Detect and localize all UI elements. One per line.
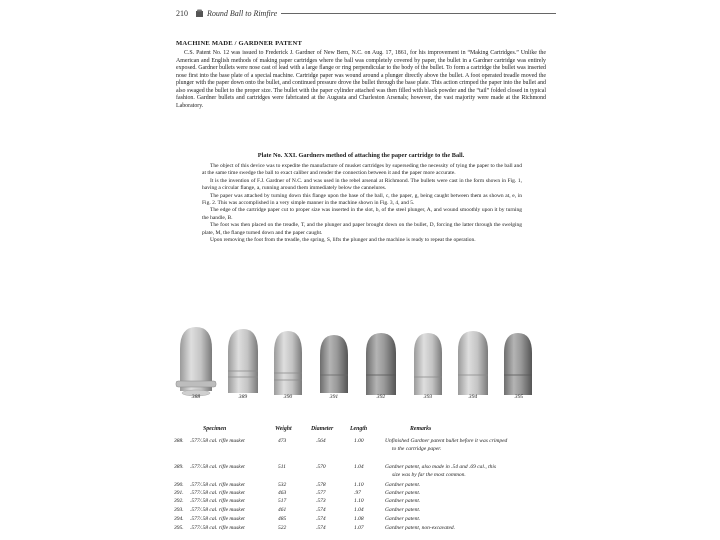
table-row xyxy=(0,507,720,516)
photo-label: 391 xyxy=(329,394,339,400)
photo-label: 392 xyxy=(376,394,386,400)
cell-diameter: .574 xyxy=(316,507,326,513)
cell-specimen: .577/.58 cal. rifle musket xyxy=(190,482,245,488)
cell-weight: 463 xyxy=(278,490,287,496)
photo-label: 389 xyxy=(238,394,248,400)
cell-remarks: Gardner patent. xyxy=(385,498,421,504)
cell-length: .97 xyxy=(354,490,361,496)
photo-label: 393 xyxy=(423,394,433,400)
cell-remarks: Gardner patent. xyxy=(385,490,421,496)
plate-paragraph: The object of this device was to expedite the manufacture of musket cartridges by superseding the necessity of tying the paper to the ball and at the same time swedge the ball to exact caliber and render the connection between it and the paper more accurate. xyxy=(202,163,522,177)
bullet-ornament-icon xyxy=(195,9,204,18)
cell-num: 389. xyxy=(174,464,184,470)
column-header-length: Length xyxy=(350,426,368,432)
column-header-remarks: Remarks xyxy=(410,426,432,432)
running-title: Round Ball to Rimfire xyxy=(207,8,278,18)
cell-length: 1.00 xyxy=(354,438,364,444)
cell-length: 1.04 xyxy=(354,507,364,513)
cell-weight: 532 xyxy=(278,482,287,488)
column-header-specimen: Specimen xyxy=(203,426,227,432)
photo-label: 390 xyxy=(283,394,293,400)
column-header-weight: Weight xyxy=(275,426,292,432)
cell-num: 392. xyxy=(174,498,184,504)
cell-specimen: .577/.58 cal. rifle musket xyxy=(190,490,245,496)
plate-title: Plate No. XXI. Gardners method of attaching the paper cartridge to the Ball. xyxy=(257,152,465,159)
cell-remarks-continued: size was by far the most common. xyxy=(392,472,466,478)
photo-label: 395 xyxy=(514,394,524,400)
cell-remarks: Gardner patent. xyxy=(385,507,421,513)
cell-length: 1.10 xyxy=(354,482,364,488)
cell-num: 394. xyxy=(174,516,184,522)
header-rule xyxy=(281,13,556,14)
plate-text xyxy=(202,163,522,244)
cell-diameter: .564 xyxy=(316,438,326,444)
cell-weight: 517 xyxy=(278,498,287,504)
section-paragraph: C.S. Patent No. 12 was issued to Frederick J. Gardner of New Bern, N.C. on Aug. 17, 1861, for his improvement in “Making Cartridges.” Unlike the American and English methods of making paper cartridges where the ball was completely covered by paper, the bullet in a Gardner cartridge was entirely exposed. Gardner bullets were nose cast of lead with a large flange or ring perpendicular to the body of the bullet. To form a cartridge the bullet was inserted nose first into the base plate of a special machine. Cartridge paper was wound around a plunger directly above the bullet. A foot operated treadle moved the plunger with the paper down onto the bullet, and continued pressure drove the bullet through the base plate. This action crimped the paper into the bullet and also swaged the bullet to the proper size. The bullet with the paper cylinder attached was then filled with black powder and the “tail” folded closed in typical fashion. Gardner bullets and cartridges were fabricated at the Augusta and Charleston Arsenals; however, the vast majority were made at the Richmond Laboratory. xyxy=(176,50,546,109)
cell-specimen: .577/.58 cal. rifle musket xyxy=(190,498,245,504)
bullet-393 xyxy=(414,333,442,395)
cell-num: 395. xyxy=(174,525,184,531)
cell-num: 390. xyxy=(174,482,184,488)
cell-num: 391. xyxy=(174,490,184,496)
cell-remarks: Gardner patent. xyxy=(385,482,421,488)
cell-specimen: .577/.58 cal. rifle musket xyxy=(190,525,245,531)
cell-weight: 485 xyxy=(278,516,287,522)
cell-diameter: .574 xyxy=(316,516,326,522)
plate-paragraph: The foot was then placed on the treadle, T, and the plunger and paper brought down on the bullet, D, forcing the latter through the swelging plate, M, the flange turned down and the paper caught. xyxy=(202,222,522,236)
cell-specimen: .577/.58 cal. rifle musket xyxy=(190,464,245,470)
plate-paragraph: The paper was attached by turning down this flange upon the base of the ball, c, the paper, g, being caught between them as shown at, e, in Fig. 2. This was accomplished in a very simple manner in the machine shown in Fig. 3, 4, and 5. xyxy=(202,192,522,207)
photo-label: 388 xyxy=(191,394,201,400)
cell-diameter: .577 xyxy=(316,490,326,496)
cell-num: 388. xyxy=(174,438,184,444)
cell-weight: 473 xyxy=(278,438,287,444)
cell-weight: 511 xyxy=(278,464,286,470)
cell-weight: 522 xyxy=(278,525,287,531)
cell-remarks: Gardner patent, non-excavated. xyxy=(385,525,456,531)
plate-paragraph: It is the invention of F.J. Gardner of N.C. and was used in the rebel arsenal at Richmond. The bullets were cast in the form shown in Fig. 1, having a circular flange, a, running around them immediately below the cannelures. xyxy=(202,177,522,192)
bullet-photograph xyxy=(170,323,550,409)
table-row xyxy=(0,464,720,478)
bullet-388 xyxy=(176,327,216,396)
photo-label: 394 xyxy=(468,394,478,400)
table-row xyxy=(0,525,720,534)
cell-length: 1.10 xyxy=(354,498,364,504)
cell-remarks: Unfinished Gardner patent bullet before it was crimped xyxy=(385,438,508,444)
bullet-389 xyxy=(228,329,258,393)
table-row xyxy=(0,516,720,525)
cell-num: 393. xyxy=(174,507,184,513)
cell-specimen: .577/.58 cal. rifle musket xyxy=(190,438,245,444)
bullet-392 xyxy=(366,333,396,395)
cell-diameter: .574 xyxy=(316,525,326,531)
section-title: MACHINE MADE / GARDNER PATENT xyxy=(176,40,303,47)
cell-remarks-continued: to the cartridge paper. xyxy=(392,446,442,452)
cell-length: 1.04 xyxy=(354,464,364,470)
table-row xyxy=(0,438,720,452)
cell-length: 1.07 xyxy=(354,525,364,531)
running-header xyxy=(176,5,556,21)
cell-length: 1.08 xyxy=(354,516,364,522)
bullet-394 xyxy=(458,331,488,395)
cell-specimen: .577/.58 cal. rifle musket xyxy=(190,507,245,513)
cell-diameter: .570 xyxy=(316,464,326,470)
cell-diameter: .578 xyxy=(316,482,326,488)
cell-diameter: .573 xyxy=(316,498,326,504)
page-number: 210 xyxy=(176,8,188,18)
cell-remarks: Gardner patent. xyxy=(385,516,421,522)
cell-specimen: .577/.58 cal. rifle musket xyxy=(190,516,245,522)
bullet-391 xyxy=(320,335,348,393)
column-header-diameter: Diameter xyxy=(311,426,334,432)
cell-remarks: Gardner patent, also made in .54 and .69 cal., this xyxy=(385,464,497,470)
bullet-390 xyxy=(274,331,302,395)
cell-weight: 461 xyxy=(278,507,287,513)
plate-paragraph: The edge of the cartridge paper cut to proper size was inserted in the slot, b, of the steel plunger, A, and wound smoothly upon it by turning the handle, B. xyxy=(202,207,522,221)
table-row xyxy=(0,498,720,507)
bullet-395 xyxy=(504,333,532,395)
plate-paragraph: Upon removing the foot from the treadle, the spring, S, lifts the plunger and the machine is ready to repeat the operation. xyxy=(210,237,476,244)
